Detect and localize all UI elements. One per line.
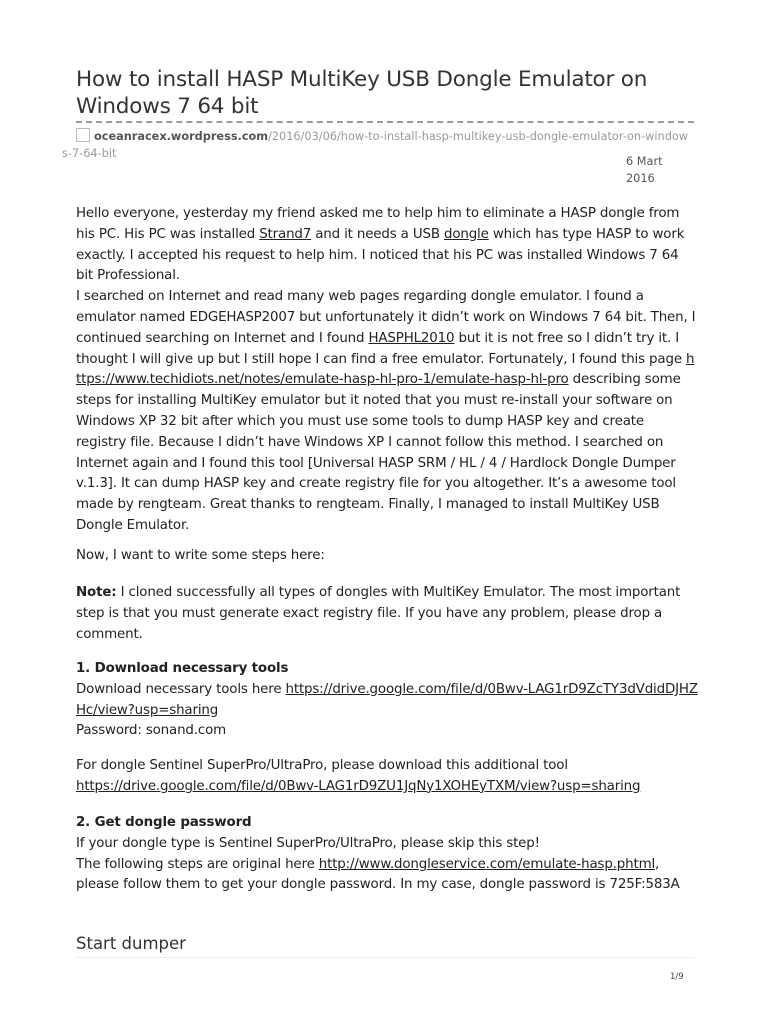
article-body [76, 204, 698, 537]
step-1-additional-text: For dongle Sentinel SuperPro/UltraPro, please download this additional tool [76, 758, 568, 773]
step-1-text: Download necessary tools here [76, 681, 286, 697]
intro-text: which has type HASP to work exactly. I accepted his request to help him. I noticed that his PC was installed Windows 7 64 bit Professional. [76, 226, 685, 284]
step-2-text-cont: , please follow them to get your dongle password. In my case, dongle password is 725F:583A [76, 856, 680, 893]
note-label: Note: [76, 585, 117, 600]
step-1-section [76, 659, 698, 742]
post-date-year: 2016 [626, 172, 655, 185]
step-2-text: The following steps are original here [76, 856, 319, 872]
intro-text: and it needs a USB [311, 226, 444, 242]
step-2-section [76, 813, 698, 896]
note-text: I cloned successfully all types of dongles with MultiKey Emulator. The most important step is that you must generate exact registry file. If you have any problem, please drop a comment. [76, 585, 681, 642]
link-tools-download[interactable]: https://drive.google.com/file/d/0Bwv-LAG1rD9ZcTY3dVdidDJHZHc/view?usp=sharing [76, 681, 698, 718]
intro-text: describing some steps for installing MultiKey emulator but it noted that you must re-install your software on Windows XP 32 bit after which you must use some tools to dump HASP key and create registry file. Because I didn’t have Windows XP I cannot follow this method. I searched on Internet again and I found this tool [Universal HASP SRM / HL / 4 / Hardlock Dongle Dumper v.1.3]. It can dump HASP key and create registry file for you altogether. It’s a awesome tool made by rengteam. Great thanks to rengteam. Finally, I managed to install MultiKey USB Dongle Emulator. [76, 372, 681, 533]
link-strand7[interactable]: Strand7 [259, 226, 312, 242]
page-number: 1/9 [670, 972, 684, 982]
start-dumper-heading: Start dumper [76, 934, 186, 953]
step-2-skip-text: If your dongle type is Sentinel SuperPro/UltraPro, please skip this step! [76, 835, 540, 851]
link-dongle[interactable]: dongle [443, 226, 489, 242]
steps-intro: Now, I want to write some steps here: [76, 548, 325, 563]
intro-text: but it is not free so I didn’t try it. I thought I will give up but I still hope I can find a free emulator. Fortunately, I found this page [76, 330, 687, 367]
title-divider [76, 121, 694, 123]
post-date [626, 153, 686, 187]
link-additional-tool[interactable]: https://drive.google.com/file/d/0Bwv-LAG1rD9ZU1JqNy1XOHEyTXM/view?usp=sharing [76, 778, 641, 794]
intro-text: I searched on Internet and read many web pages regarding dongle emulator. I found a emulator named EDGEHASP2007 but unfortunately it didn’t work on Windows 7 64 bit. Then, I continued searching on Internet and I found [76, 289, 696, 346]
intro-paragraph-1 [76, 204, 698, 287]
heading-rule [76, 957, 694, 958]
source-path[interactable]: /2016/03/06/how-to-install-hasp-multikey-usb-dongle-emulator-on-windows-7-64-bit [62, 130, 689, 160]
intro-paragraph-2 [76, 287, 698, 537]
source-domain[interactable]: oceanracex.wordpress.com [94, 130, 269, 143]
intro-text: Hello everyone, yesterday my friend asked me to help him to eliminate a HASP dongle from his PC. His PC was installed [76, 206, 680, 242]
link-hasphl2010[interactable]: HASPHL2010 [368, 330, 455, 346]
link-dongleservice[interactable]: http://www.dongleservice.com/emulate-hasp.phtml [318, 856, 656, 872]
step-1-password: Password: sonand.com [76, 723, 227, 739]
source-url[interactable] [62, 128, 692, 162]
post-date-day: 6 Mart [626, 155, 663, 168]
step-2-heading: 2. Get dongle password [76, 815, 252, 830]
step-1-heading: 1. Download necessary tools [76, 661, 289, 676]
article-title: How to install HASP MultiKey USB Dongle Emulator on Windows 7 64 bit [76, 67, 648, 119]
link-techidiots[interactable]: https://www.techidiots.net/notes/emulate-hasp-hl-pro-1/emulate-hasp-hl-pro [76, 351, 695, 388]
note-paragraph [76, 583, 698, 645]
step-1-additional [76, 756, 698, 798]
